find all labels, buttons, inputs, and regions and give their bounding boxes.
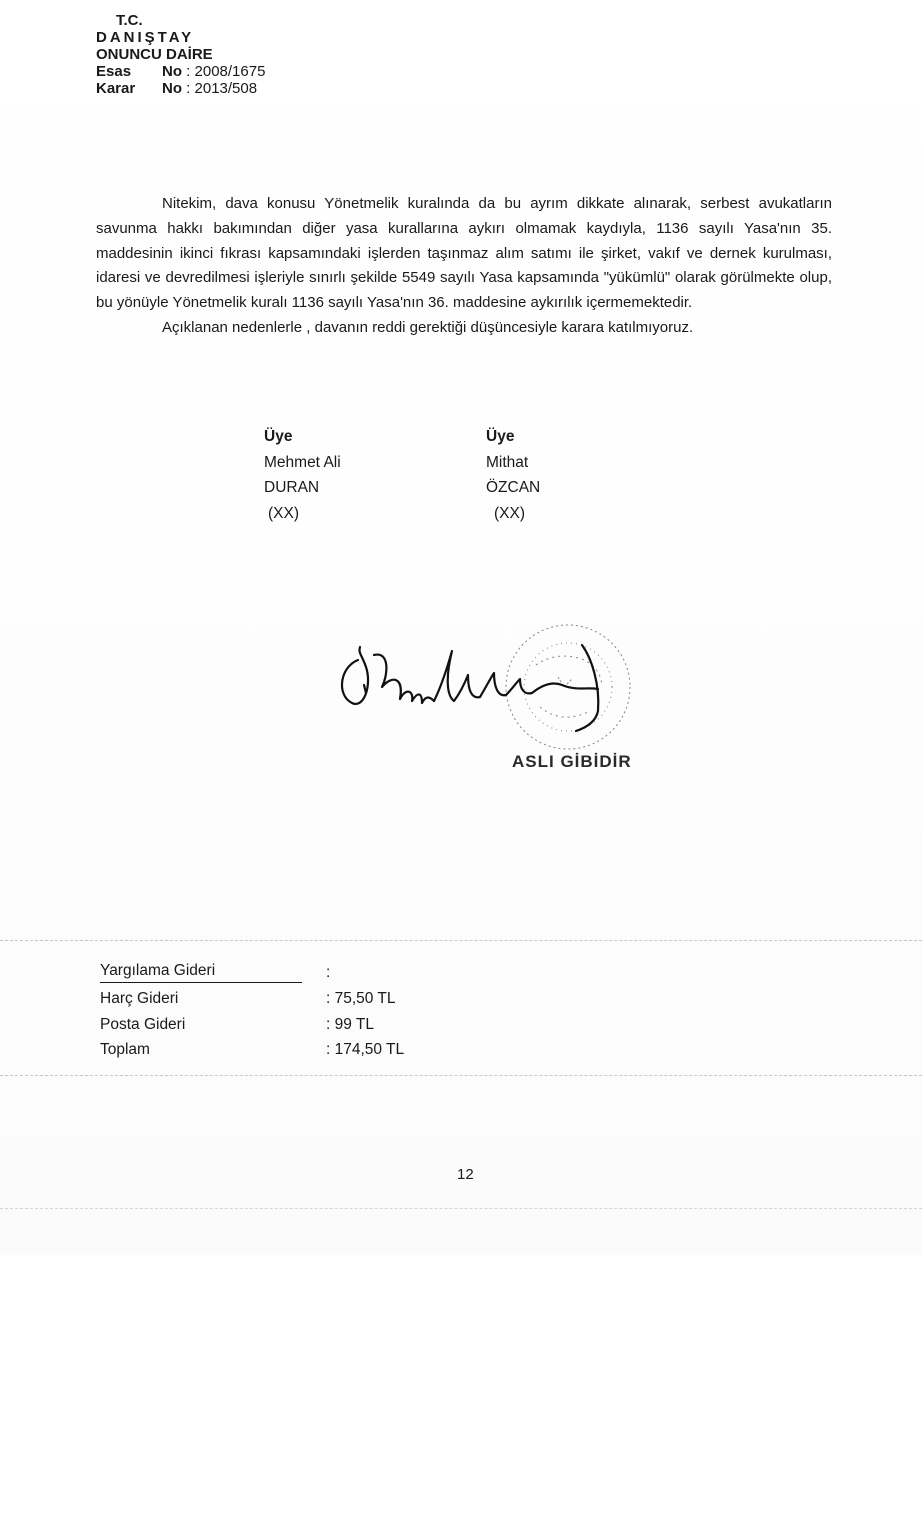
member-mark: (XX) xyxy=(494,504,525,522)
cost-label: Harç Gideri xyxy=(100,990,179,1007)
cost-value: : 174,50 TL xyxy=(326,1041,405,1058)
member-first-name: Mehmet Ali xyxy=(264,453,341,471)
cost-value: : 99 TL xyxy=(326,1015,374,1033)
member-block-1 xyxy=(264,424,341,526)
esas-value: : 2008/1675 xyxy=(186,63,266,80)
body-paragraph-2: Açıklanan nedenlerle , davanın reddi gerektiği düşüncesiyle karara katılmıyoruz. xyxy=(162,318,694,336)
member-title: Üye xyxy=(264,428,293,445)
document-header xyxy=(96,12,265,97)
cost-row xyxy=(100,1037,404,1063)
esas-no-label: No xyxy=(162,63,182,80)
karar-label: Karar xyxy=(96,80,136,97)
esas-value-group xyxy=(162,63,265,80)
cost-header-label: Yargılama Gideri xyxy=(100,960,302,983)
karar-no-label: No xyxy=(162,80,182,97)
certified-copy-stamp: ASLI GİBİDİR xyxy=(512,752,632,771)
member-last-name: ÖZCAN xyxy=(486,479,541,496)
esas-label: Esas xyxy=(96,63,132,80)
cost-value: : 75,50 TL xyxy=(326,990,396,1007)
cost-header-value: : xyxy=(326,964,331,981)
member-first-name: Mithat xyxy=(486,453,529,471)
page-number: 12 xyxy=(457,1166,474,1183)
tc-label: T.C. xyxy=(116,12,143,29)
cost-row xyxy=(100,986,404,1012)
member-title: Üye xyxy=(486,428,515,445)
esas-row xyxy=(96,63,265,80)
chamber-name: ONUNCU DAİRE xyxy=(96,46,213,63)
cost-table xyxy=(100,960,404,1063)
body-paragraph-1: Nitekim, dava konusu Yönetmelik kuralında da bu ayrım dikkate alınarak, serbest avukatların savunma hakkı bakımından diğer yasa kurallarına aykırı olmamak kaydıyla, 1136 sayılı Yasa'nın 35. maddesinin ikinci fıkrası kapsamındaki işlerden taşınmaz alım satımı ile şirket, vakıf ve dernek kurulması, idaresi ve devredilmesi işleriyle sınırlı şekilde 5549 sayılı Yasa kapsamında "yükümlü" olarak görülmekte olup, bu yönüyle Yönetmelik kuralı 1136 sayılı Yasa'nın 36. maddesine aykırılık içermemektedir. xyxy=(96,195,832,312)
court-name: DANIŞTAY xyxy=(96,29,195,46)
member-block-2 xyxy=(486,424,540,526)
divider-line xyxy=(0,1075,922,1076)
karar-value: : 2013/508 xyxy=(186,80,258,97)
divider-line xyxy=(0,940,922,941)
karar-row xyxy=(96,80,265,97)
cost-label: Posta Gideri xyxy=(100,1015,186,1033)
cost-label: Toplam xyxy=(100,1041,150,1058)
member-last-name: DURAN xyxy=(264,479,320,496)
divider-line xyxy=(0,1208,922,1209)
document-body xyxy=(96,192,832,341)
karar-value-group xyxy=(162,80,257,97)
cost-table-header xyxy=(100,960,404,986)
cost-row xyxy=(100,1012,404,1038)
member-mark: (XX) xyxy=(268,504,299,522)
